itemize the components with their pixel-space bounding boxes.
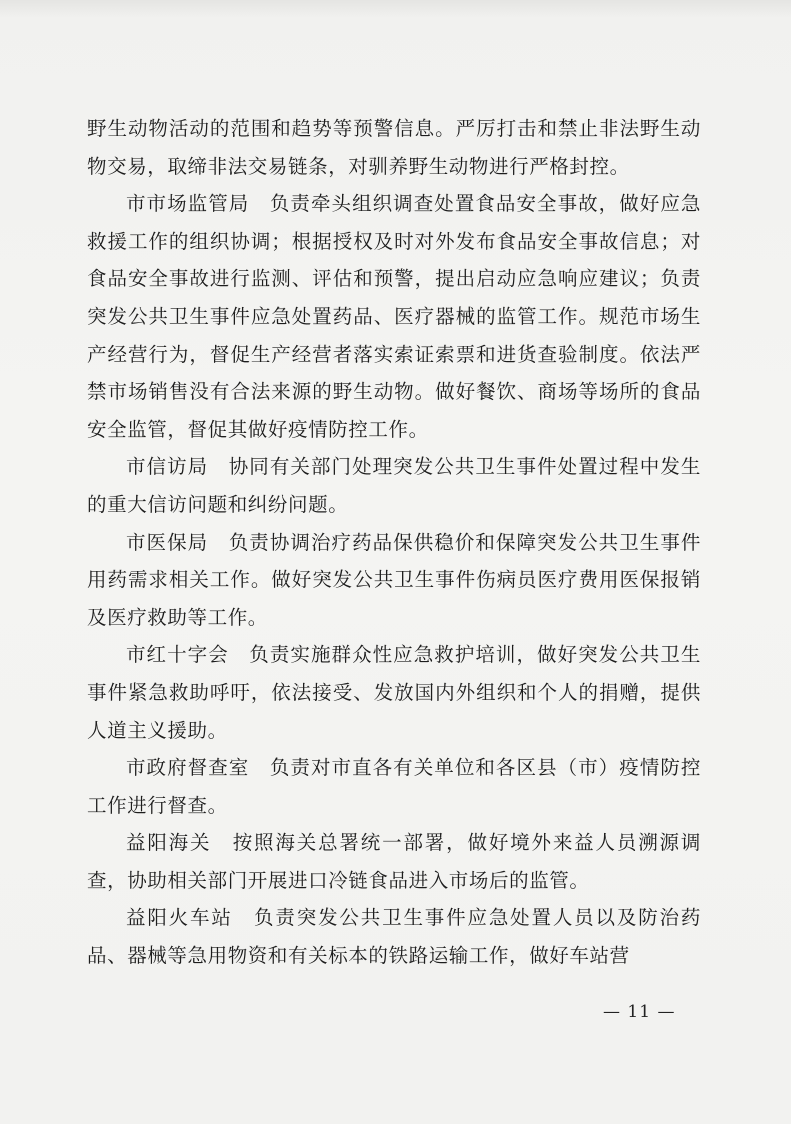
paragraph-petition-bureau: 市信访局 协同有关部门处理突发公共卫生事件处置过程中发生的重大信访问题和纠纷问题。 [87,455,701,516]
paragraph-medical-insurance: 市医保局 负责协调治疗药品保供稳价和保障突发公共卫生事件用药需求相关工作。做好突发公共卫生事件伤病员医疗费用医保报销及医疗救助等工作。 [87,530,701,629]
paragraph-red-cross: 市红十字会 负责实施群众性应急救护培训，做好突发公共卫生事件紧急救助呼吁，依法接受、发放国内外组织和个人的捐赠，提供人道主义援助。 [87,643,701,742]
paragraph-wildlife-continued: 野生动物活动的范围和趋势等预警信息。严厉打击和禁止非法野生动物交易，取缔非法交易链条，对驯养野生动物进行严格封控。 [87,117,701,178]
page-number: — 11 — [603,1002,676,1022]
paragraph-supervision-office: 市政府督查室 负责对市直各有关单位和各区县（市）疫情防控工作进行督查。 [87,756,701,817]
paragraph-yiyang-customs: 益阳海关 按照海关总署统一部署，做好境外来益人员溯源调查，协助相关部门开展进口冷链食品进入市场后的监管。 [87,831,701,892]
paragraph-market-supervision: 市市场监管局 负责牵头组织调查处置食品安全事故，做好应急救援工作的组织协调；根据授权及时对外发布食品安全事故信息；对食品安全事故进行监测、评估和预警，提出启动应急响应建议；负责突发公共卫生事件应急处置药品、医疗器械的监管工作。规范市场生产经营行为，督促生产经营者落实索证索票和进货查验制度。依法严禁市场销售没有合法来源的野生动物。做好餐饮、商场等场所的食品安全监管，督促其做好疫情防控工作。 [87,192,701,441]
scan-edge [0,0,791,18]
paragraph-railway-station: 益阳火车站 负责突发公共卫生事件应急处置人员以及防治药品、器械等急用物资和有关标本的铁路运输工作，做好车站营 [87,906,701,968]
document-body [87,110,701,975]
